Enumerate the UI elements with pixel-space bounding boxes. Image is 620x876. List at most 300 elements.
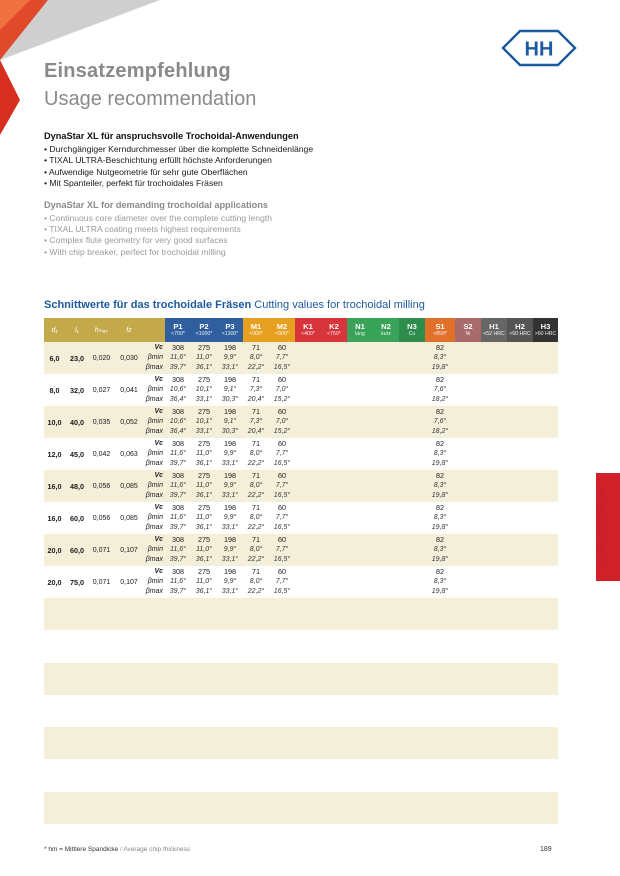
beta-max-value: 16,5°: [273, 460, 291, 467]
cell-symbols: [144, 470, 165, 502]
vc-value: 60: [278, 471, 286, 480]
cell-value: [191, 534, 217, 566]
cell-value: [399, 342, 425, 374]
vc-value: 275: [198, 535, 210, 544]
cell-value: [269, 566, 295, 598]
beta-max-value: 22,2°: [247, 460, 265, 467]
table-row: [44, 374, 558, 406]
beta-max-value: 33,1°: [221, 524, 239, 531]
beta-max-value: 36,1°: [195, 588, 213, 595]
column-header-symbol: [144, 318, 165, 342]
beta-max-value: 33,1°: [195, 396, 213, 403]
cell-value: [165, 406, 191, 438]
column-header-dim: fz: [114, 318, 144, 342]
value-stack: [269, 343, 295, 373]
material-sub: <750*: [327, 331, 341, 337]
cell-value: [481, 406, 507, 438]
cell-value: [165, 342, 191, 374]
value-stack: [165, 407, 191, 437]
vc-value: 198: [224, 439, 236, 448]
symbol-label: βmin: [147, 546, 163, 553]
symbol-label: βmin: [147, 418, 163, 425]
material-sub: kurz: [381, 331, 391, 337]
cell-symbols: [144, 566, 165, 598]
cell-value: [507, 470, 533, 502]
material-code: P3: [225, 322, 235, 331]
beta-min-value: 11,6°: [170, 482, 186, 489]
cell-value: [191, 438, 217, 470]
table-row: [44, 406, 558, 438]
list-item: • TIXAL ULTRA-Beschichtung erfüllt höchste Anforderungen: [44, 155, 474, 166]
material-sub: <60 HRC: [509, 331, 531, 337]
symbol-stack: [144, 439, 163, 469]
beta-min-value: 9,9°: [223, 450, 237, 457]
cell-value: [243, 470, 269, 502]
beta-max-value: 19,8°: [431, 556, 449, 563]
cell-value: [455, 406, 481, 438]
cell-value: [481, 374, 507, 406]
beta-min-value: 10,6°: [169, 386, 187, 393]
value-stack: [191, 471, 217, 501]
vc-value: 198: [224, 343, 236, 352]
beta-min-value: 8,3°: [433, 354, 447, 361]
value-stack: [269, 567, 295, 597]
cell-hmax: 0,071: [89, 566, 114, 598]
column-header-material: [217, 318, 243, 342]
cell-value: [533, 470, 558, 502]
column-header-material: [321, 318, 347, 342]
vc-value: 275: [198, 471, 210, 480]
symbol-label: βmax: [145, 524, 163, 531]
beta-max-value: 36,1°: [195, 492, 213, 499]
beta-max-value: 36,1°: [195, 556, 213, 563]
value-stack: [217, 503, 243, 533]
section-title-en: Cutting values for trochoidal milling: [254, 299, 425, 311]
symbol-label: Vc: [154, 504, 163, 511]
cell-value: [507, 342, 533, 374]
cell-fz: 0,030: [114, 342, 144, 374]
cell-value: [399, 566, 425, 598]
cell-value: [321, 502, 347, 534]
beta-min-value: 10,1°: [195, 386, 213, 393]
cell-l1: 32,0: [65, 374, 89, 406]
vc-value: 308: [172, 375, 184, 384]
value-stack: [165, 343, 191, 373]
cell-value: [347, 374, 373, 406]
material-sub: lang: [355, 331, 365, 337]
footnote: [44, 846, 190, 853]
side-tab-label: [594, 488, 607, 568]
list-item: • Complex flute geometry for very good surfaces: [44, 235, 474, 246]
cell-value: [455, 566, 481, 598]
cell-value: [533, 502, 558, 534]
value-stack: [217, 375, 243, 405]
cell-value: [373, 374, 399, 406]
beta-min-value: 8,0°: [249, 354, 263, 361]
vc-value: 198: [224, 503, 236, 512]
beta-max-value: 39,7°: [169, 364, 187, 371]
value-stack: [191, 343, 217, 373]
intro-list-de: [44, 144, 474, 190]
cell-value: [533, 566, 558, 598]
vc-value: 60: [278, 375, 286, 384]
section-title: [44, 299, 425, 311]
beta-min-value: 9,1°: [223, 386, 237, 393]
list-item: • Aufwendige Nutgeometrie für sehr gute Oberflächen: [44, 167, 474, 178]
cell-value: [165, 374, 191, 406]
beta-max-value: 39,7°: [169, 524, 187, 531]
cell-value: [533, 406, 558, 438]
material-sub: <850*: [433, 331, 447, 337]
beta-max-value: 39,7°: [169, 556, 187, 563]
table-row-empty: [44, 727, 558, 759]
beta-min-value: 7,6°: [433, 386, 447, 393]
cell-value: [217, 438, 243, 470]
beta-max-value: 39,7°: [169, 460, 187, 467]
cell-symbols: [144, 374, 165, 406]
beta-max-value: 33,1°: [221, 492, 239, 499]
beta-max-value: 39,7°: [169, 588, 187, 595]
symbol-label: βmin: [147, 578, 163, 585]
beta-max-value: 22,2°: [247, 556, 265, 563]
beta-min-value: 11,6°: [170, 514, 186, 521]
cell-value: [243, 534, 269, 566]
beta-min-value: 11,0°: [196, 354, 212, 361]
table-body: [44, 342, 558, 824]
cell-empty: [44, 792, 558, 824]
cell-value: [217, 406, 243, 438]
cell-value: [373, 342, 399, 374]
cell-value: [373, 534, 399, 566]
column-header-material: [269, 318, 295, 342]
cell-value: [321, 566, 347, 598]
beta-max-value: 36,1°: [195, 524, 213, 531]
vc-value: 308: [172, 439, 184, 448]
beta-min-value: 8,3°: [433, 514, 447, 521]
cell-value: [481, 534, 507, 566]
cell-value: [269, 406, 295, 438]
symbol-stack: [144, 567, 163, 597]
value-stack: [243, 343, 269, 373]
cell-value: [507, 502, 533, 534]
material-code: K1: [303, 322, 313, 331]
cell-d1: 10,0: [44, 406, 65, 438]
column-header-material: [165, 318, 191, 342]
list-item: • Durchgängiger Kerndurchmesser über die komplette Schneidenlänge: [44, 144, 474, 155]
beta-max-value: 15,2°: [273, 428, 291, 435]
vc-value: 198: [224, 407, 236, 416]
cell-value: [507, 534, 533, 566]
symbol-stack: [144, 375, 163, 405]
beta-min-value: 11,0°: [196, 450, 212, 457]
table-row: [44, 438, 558, 470]
beta-min-value: 11,0°: [196, 578, 212, 585]
cell-d1: 20,0: [44, 566, 65, 598]
vc-value: 308: [172, 503, 184, 512]
cell-value: [347, 438, 373, 470]
beta-min-value: 9,1°: [223, 418, 237, 425]
beta-max-value: 39,7°: [169, 492, 187, 499]
cell-value: [481, 342, 507, 374]
value-stack: [243, 407, 269, 437]
beta-min-value: 7,3°: [249, 386, 263, 393]
vc-value: 71: [252, 375, 260, 384]
vc-value: 308: [172, 343, 184, 352]
cell-hmax: 0,071: [89, 534, 114, 566]
beta-max-value: 16,5°: [273, 524, 291, 531]
brand-logo: [500, 28, 578, 68]
vc-value: 198: [224, 535, 236, 544]
beta-max-value: 19,8°: [431, 492, 449, 499]
beta-min-value: 7,7°: [275, 514, 289, 521]
column-header-dim: hₘₐₓ: [89, 318, 114, 342]
vc-value: 275: [198, 567, 210, 576]
cell-value: [321, 534, 347, 566]
value-stack: [269, 375, 295, 405]
beta-min-value: 7,3°: [249, 418, 263, 425]
cell-empty: [44, 727, 558, 759]
table-row: [44, 502, 558, 534]
cell-value: [191, 566, 217, 598]
vc-value: 60: [278, 407, 286, 416]
cell-value: [269, 438, 295, 470]
cell-d1: 12,0: [44, 438, 65, 470]
footnote-en: Average chip thickness: [123, 846, 191, 853]
intro-heading-en: DynaStar XL for demanding trochoidal applications: [44, 199, 268, 210]
material-sub: <700*: [171, 331, 185, 337]
cell-value: [217, 470, 243, 502]
table-row: [44, 534, 558, 566]
cell-value: [269, 502, 295, 534]
vc-value: 71: [252, 343, 260, 352]
symbol-label: βmin: [147, 482, 163, 489]
beta-max-value: 22,2°: [247, 524, 265, 531]
beta-min-value: 7,7°: [275, 354, 289, 361]
beta-min-value: 9,9°: [223, 482, 237, 489]
value-stack: [269, 439, 295, 469]
beta-max-value: 30,3°: [221, 396, 239, 403]
beta-min-value: 11,6°: [170, 354, 186, 361]
value-stack: [269, 471, 295, 501]
cell-value: [425, 534, 455, 566]
vc-value: 71: [252, 439, 260, 448]
vc-value: 308: [172, 567, 184, 576]
material-code: K2: [329, 322, 339, 331]
vc-value: 71: [252, 407, 260, 416]
cell-l1: 48,0: [65, 470, 89, 502]
value-stack: [191, 375, 217, 405]
beta-min-value: 11,6°: [170, 546, 186, 553]
beta-max-value: 16,5°: [273, 588, 291, 595]
symbol-label: βmin: [147, 386, 163, 393]
symbol-stack: [144, 471, 163, 501]
value-stack: [165, 503, 191, 533]
beta-max-value: 33,1°: [221, 460, 239, 467]
cell-value: [425, 406, 455, 438]
table-row: [44, 566, 558, 598]
symbol-label: Vc: [154, 472, 163, 479]
cell-d1: 16,0: [44, 502, 65, 534]
symbol-label: βmax: [145, 492, 163, 499]
beta-min-value: 8,3°: [433, 546, 447, 553]
side-tab-letter: R: [596, 502, 605, 514]
cell-value: [295, 406, 321, 438]
vc-value: 308: [172, 407, 184, 416]
vc-value: 82: [436, 471, 444, 480]
cell-value: [481, 470, 507, 502]
cell-value: [373, 438, 399, 470]
vc-value: 60: [278, 439, 286, 448]
cell-value: [455, 374, 481, 406]
side-tab-letter: O: [596, 515, 605, 527]
beta-max-value: 33,1°: [195, 428, 213, 435]
material-sub: <1000*: [195, 331, 213, 337]
cell-value: [399, 502, 425, 534]
cell-value: [455, 470, 481, 502]
cell-value: [269, 534, 295, 566]
cell-value: [295, 534, 321, 566]
material-sub: Cu: [408, 331, 416, 337]
side-tab-letter: C: [596, 529, 605, 541]
beta-max-value: 19,8°: [431, 460, 449, 467]
cell-hmax: 0,020: [89, 342, 114, 374]
cell-value: [295, 502, 321, 534]
cell-value: [481, 502, 507, 534]
vc-value: 82: [436, 439, 444, 448]
cell-value: [321, 470, 347, 502]
cell-value: [165, 534, 191, 566]
cell-value: [243, 342, 269, 374]
cell-value: [321, 438, 347, 470]
value-stack: [425, 535, 455, 565]
vc-value: 82: [436, 535, 444, 544]
cell-value: [191, 470, 217, 502]
intro-heading-de: DynaStar XL für anspruchsvolle Trochoidal-Anwendungen: [44, 131, 299, 141]
material-code: H3: [540, 322, 551, 331]
beta-max-value: 33,1°: [221, 588, 239, 595]
list-item: • With chip breaker, perfect for trochoidal milling: [44, 247, 474, 258]
value-stack: [243, 567, 269, 597]
cell-value: [269, 374, 295, 406]
side-tab-letter: T: [597, 489, 604, 500]
value-stack: [165, 535, 191, 565]
table-row-empty: [44, 695, 558, 727]
cell-symbols: [144, 502, 165, 534]
cell-value: [243, 374, 269, 406]
value-stack: [269, 535, 295, 565]
cell-value: [321, 406, 347, 438]
material-sub: <400*: [301, 331, 315, 337]
cell-value: [399, 374, 425, 406]
cell-d1: 6,0: [44, 342, 65, 374]
cell-value: [455, 502, 481, 534]
cell-value: [165, 566, 191, 598]
cell-empty: [44, 598, 558, 630]
cell-value: [321, 342, 347, 374]
value-stack: [217, 471, 243, 501]
table-row-empty: [44, 759, 558, 791]
beta-max-value: 16,5°: [273, 492, 291, 499]
material-sub: <900*: [249, 331, 263, 337]
page-title-de: Einsatzempfehlung: [44, 60, 231, 82]
vc-value: 60: [278, 503, 286, 512]
beta-min-value: 11,6°: [170, 450, 186, 457]
value-stack: [165, 567, 191, 597]
material-code: M1: [250, 322, 262, 331]
cell-hmax: 0,056: [89, 470, 114, 502]
cell-l1: 60,0: [65, 502, 89, 534]
vc-value: 60: [278, 567, 286, 576]
symbol-label: Vc: [154, 536, 163, 543]
vc-value: 60: [278, 343, 286, 352]
vc-value: 82: [436, 407, 444, 416]
list-item: • Continuous core diameter over the complete cutting length: [44, 213, 474, 224]
vc-value: 275: [198, 503, 210, 512]
cell-value: [269, 342, 295, 374]
beta-max-value: 36,4°: [169, 428, 187, 435]
cell-value: [295, 566, 321, 598]
cell-value: [373, 566, 399, 598]
material-code: P1: [173, 322, 183, 331]
vc-value: 82: [436, 375, 444, 384]
cell-value: [165, 438, 191, 470]
cell-value: [347, 566, 373, 598]
cell-fz: 0,041: [114, 374, 144, 406]
cell-fz: 0,085: [114, 470, 144, 502]
value-stack: [217, 343, 243, 373]
beta-max-value: 33,1°: [221, 556, 239, 563]
symbol-label: βmax: [145, 364, 163, 371]
column-header-material: [399, 318, 425, 342]
value-stack: [191, 535, 217, 565]
material-sub: <900*: [275, 331, 289, 337]
cell-d1: 20,0: [44, 534, 65, 566]
cell-fz: 0,107: [114, 534, 144, 566]
logo-text: HH: [524, 38, 554, 61]
vc-value: 275: [198, 343, 210, 352]
beta-min-value: 9,9°: [223, 546, 237, 553]
cell-fz: 0,085: [114, 502, 144, 534]
cell-value: [425, 566, 455, 598]
cell-value: [321, 374, 347, 406]
column-header-material: [243, 318, 269, 342]
value-stack: [217, 439, 243, 469]
beta-max-value: 20,4°: [247, 428, 265, 435]
cell-l1: 45,0: [65, 438, 89, 470]
column-header-dim: l₁: [65, 318, 89, 342]
cell-value: [425, 374, 455, 406]
beta-min-value: 10,1°: [195, 418, 213, 425]
list-item: • TIXAL ULTRA coating meets highest requirements: [44, 224, 474, 235]
cell-l1: 60,0: [65, 534, 89, 566]
beta-min-value: 9,9°: [223, 514, 237, 521]
value-stack: [269, 503, 295, 533]
vc-value: 82: [436, 567, 444, 576]
symbol-label: βmax: [145, 588, 163, 595]
symbol-label: βmin: [147, 354, 163, 361]
beta-min-value: 8,0°: [249, 578, 263, 585]
cutting-values-table: [44, 318, 558, 824]
symbol-label: βmax: [145, 428, 163, 435]
beta-max-value: 36,4°: [169, 396, 187, 403]
column-header-material: [455, 318, 481, 342]
cell-empty: [44, 663, 558, 695]
cell-fz: 0,052: [114, 406, 144, 438]
beta-min-value: 7,7°: [275, 546, 289, 553]
section-title-de: Schnittwerte für das trochoidale Fräsen: [44, 299, 252, 311]
cell-value: [533, 342, 558, 374]
vc-value: 82: [436, 503, 444, 512]
